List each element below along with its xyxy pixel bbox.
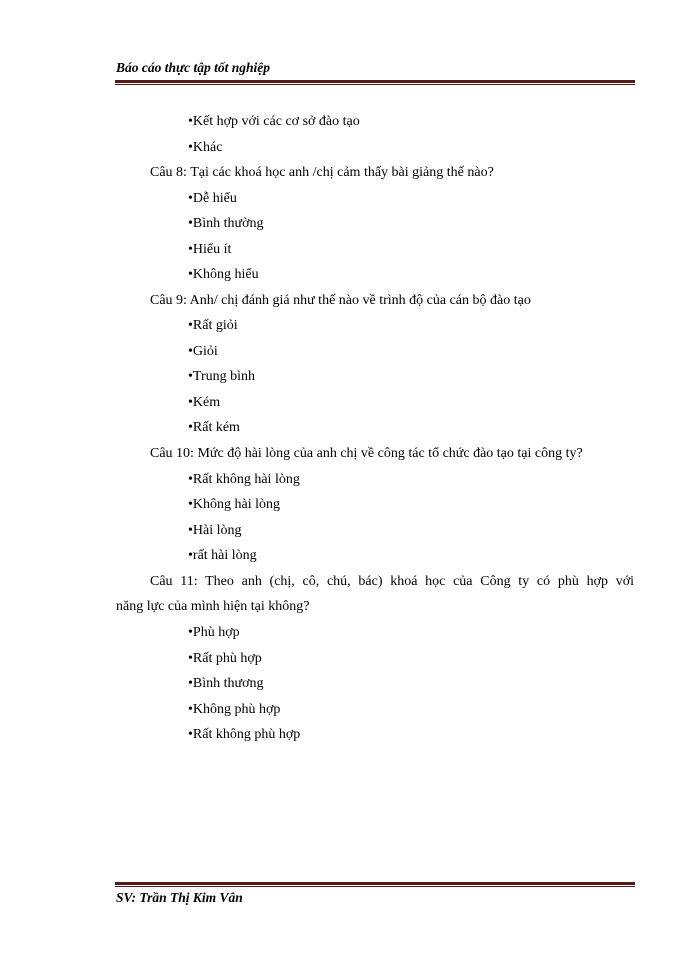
list-item: •Hiểu ít [188, 242, 232, 257]
question-8: Câu 8: Tại các khoá học anh /chị cảm thấy bài giảng thế nào? [150, 165, 494, 180]
list-item: •Rất không phù hợp [188, 727, 301, 742]
list-item: •Trung bình [188, 369, 256, 384]
footer-rule-thick [115, 882, 635, 885]
list-item: •Kém [188, 395, 221, 410]
list-item: •Rất không hài lòng [188, 472, 300, 487]
page-footer-author: SV: Trần Thị Kim Vân [116, 890, 243, 905]
header-rule-thick [115, 80, 635, 83]
page-header-title: Báo cáo thực tập tốt nghiệp [116, 60, 270, 75]
question-11-line1: Câu 11: Theo anh (chị, cô, chú, bác) khoá học của Công ty có phù hợp với [150, 574, 634, 589]
list-item: •Không hài lòng [188, 497, 281, 512]
list-item: •Rất giỏi [188, 318, 238, 333]
list-item: •Khác [188, 140, 223, 155]
question-11-line2: năng lực của mình hiện tại không? [116, 599, 310, 614]
list-item: •Rất phù hợp [188, 651, 262, 666]
list-item: •Bình thường [188, 216, 264, 231]
list-item: •Không hiểu [188, 267, 259, 282]
list-item: •Rất kém [188, 420, 240, 435]
list-item: •Phù hợp [188, 625, 240, 640]
list-item: •rất hài lòng [188, 548, 257, 563]
list-item: •Không phù hợp [188, 702, 281, 717]
list-item: •Hài lòng [188, 523, 242, 538]
footer-rule-thin [115, 886, 635, 887]
question-10: Câu 10: Mức độ hài lòng của anh chị về công tác tổ chức đào tạo tại công ty? [150, 446, 583, 461]
question-9: Câu 9: Anh/ chị đánh giá như thế nào về trình độ của cán bộ đào tạo [150, 293, 531, 308]
list-item: •Kết hợp với các cơ sở đào tạo [188, 114, 360, 129]
list-item: •Bình thương [188, 676, 264, 691]
header-rule-thin [115, 84, 635, 85]
list-item: •Dễ hiểu [188, 191, 237, 206]
list-item: •Giỏi [188, 344, 218, 359]
